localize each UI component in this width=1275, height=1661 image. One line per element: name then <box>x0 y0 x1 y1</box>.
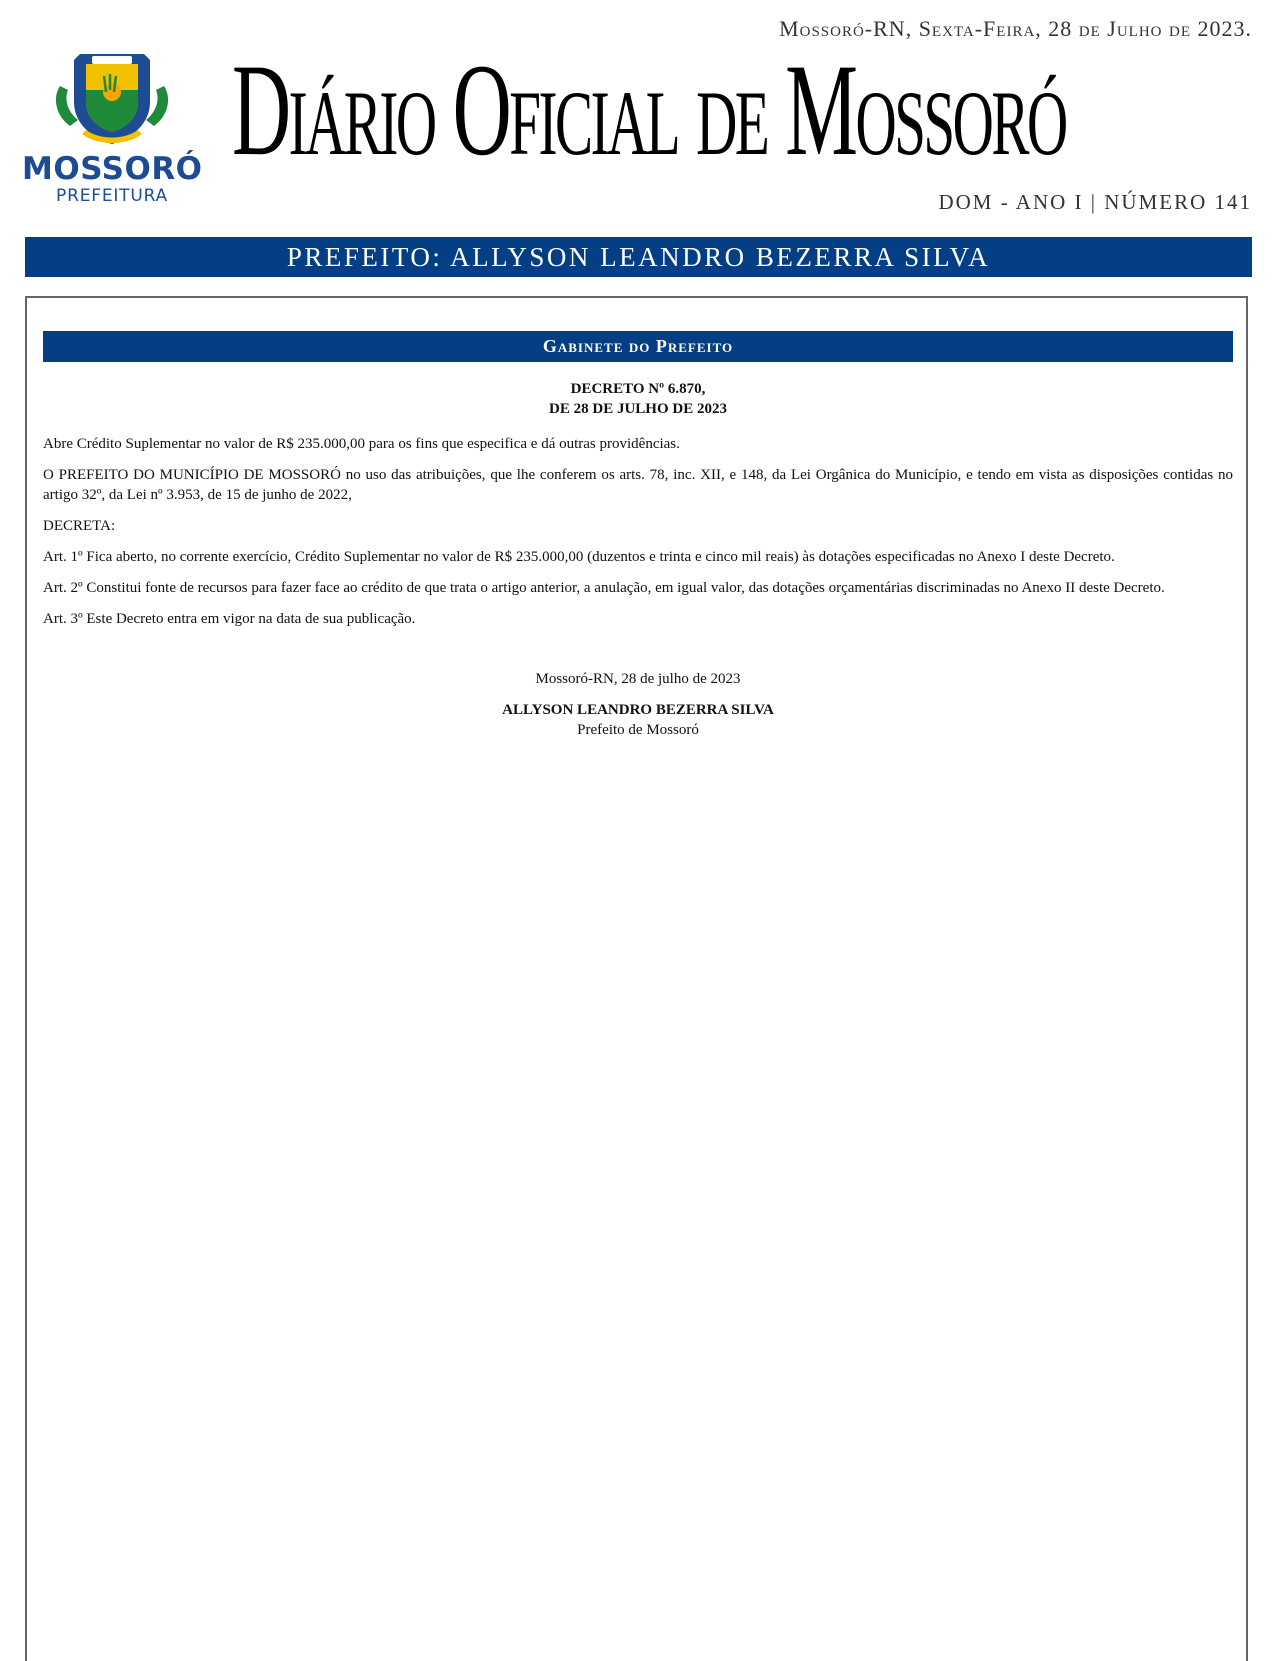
logo-subtitle: PREFEITURA <box>56 186 168 206</box>
logo-name: MOSSORÓ <box>22 151 203 187</box>
decree-body <box>43 434 1233 640</box>
coat-of-arms-icon <box>52 46 172 154</box>
decree-preamble: O PREFEITO DO MUNICÍPIO DE MOSSORÓ no uso das atribuições, que lhe conferem os arts. 78, inc. XII, e 148, da Lei Orgânica do Município, e tendo em vista as disposições contidas no artigo 32º, da Lei nº 3.953, de 15 de junho de 2022, <box>43 467 1233 503</box>
decree-article-1: Art. 1º Fica aberto, no corrente exercício, Crédito Suplementar no valor de R$ 235.000,00 (duzentos e trinta e cinco mil reais) às dotações especificadas no Anexo I deste Decreto. <box>43 549 1115 565</box>
dateline: Mossoró-RN, Sexta-Feira, 28 de Julho de 2023. <box>779 16 1252 41</box>
decree-date: DE 28 DE JULHO DE 2023 <box>549 401 727 417</box>
mossoro-logo <box>22 46 202 206</box>
place-date: Mossoró-RN, 28 de julho de 2023 <box>535 671 741 687</box>
decree-number: DECRETO Nº 6.870, <box>570 381 706 397</box>
signer-title: Prefeito de Mossoró <box>577 722 699 738</box>
masthead-title: Diário Oficial de Mossoró <box>232 36 1066 183</box>
section-header: Gabinete do Prefeito <box>43 331 1233 362</box>
decree-decreta: DECRETA: <box>43 518 116 534</box>
edition-number: DOM - ANO I | NÚMERO 141 <box>938 190 1252 214</box>
decree-ementa: Abre Crédito Suplementar no valor de R$ 235.000,00 para os fins que especifica e dá outras providências. <box>43 436 680 452</box>
decree-article-2: Art. 2º Constitui fonte de recursos para fazer face ao crédito de que trata o artigo anterior, a anulação, em igual valor, das dotações orçamentárias discriminadas no Anexo II deste Decreto. <box>43 580 1165 596</box>
decree-article-3: Art. 3º Este Decreto entra em vigor na data de sua publicação. <box>43 611 416 627</box>
signer-name: ALLYSON LEANDRO BEZERRA SILVA <box>502 702 774 718</box>
decree-title <box>43 379 1233 419</box>
mayor-banner: PREFEITO: ALLYSON LEANDRO BEZERRA SILVA <box>25 237 1252 277</box>
signature-block <box>43 669 1233 740</box>
